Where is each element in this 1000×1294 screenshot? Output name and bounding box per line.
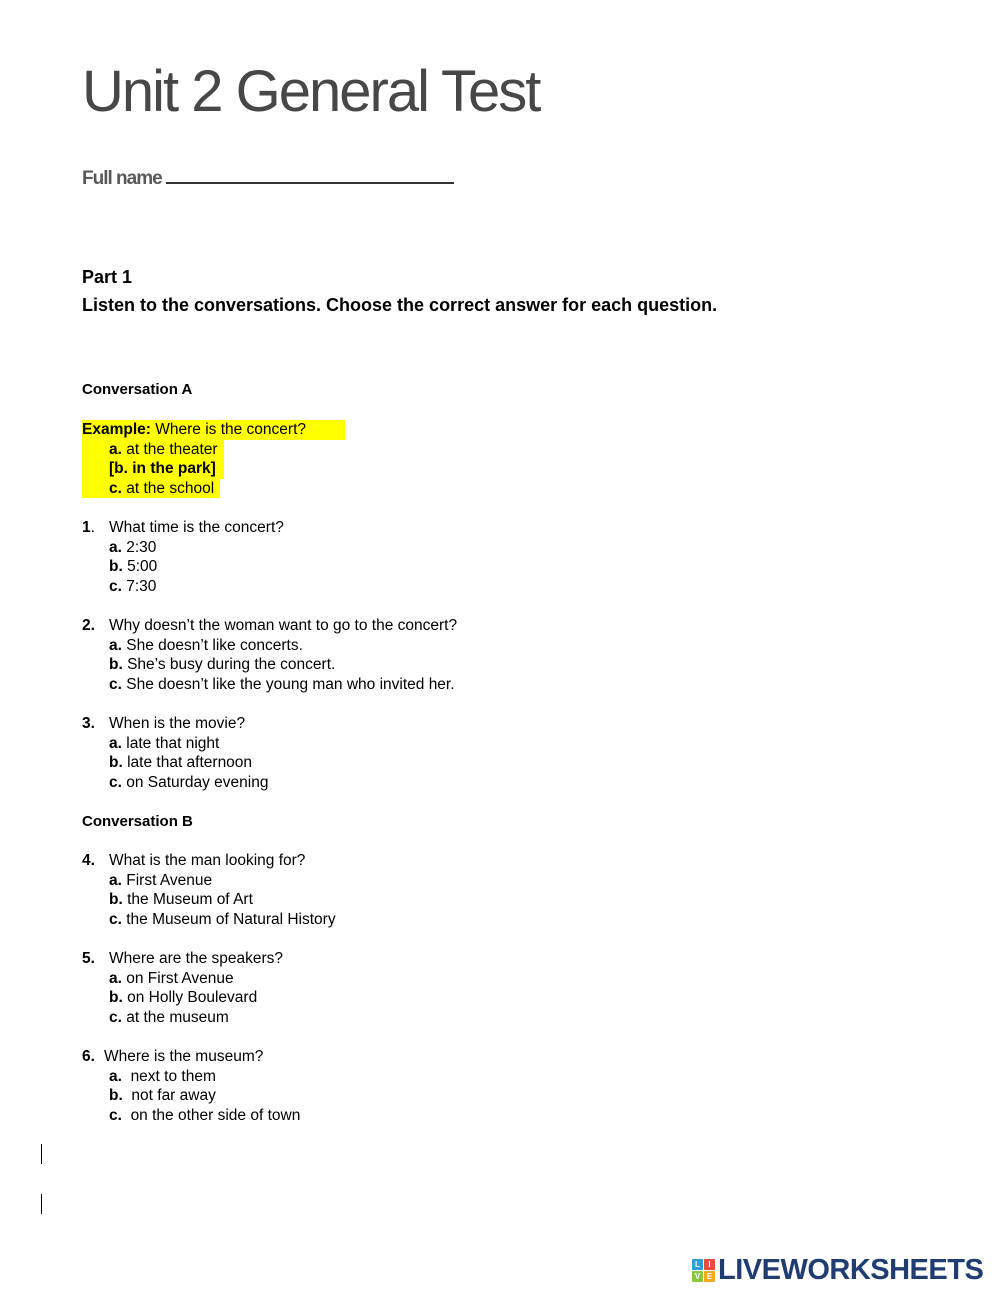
liveworksheets-logo-icon: L I V E: [692, 1259, 715, 1282]
question-1: [82, 518, 284, 596]
option-b[interactable]: b. not far away: [109, 1087, 216, 1105]
option-c[interactable]: c. on Saturday evening: [109, 773, 269, 791]
part-title: Part 1: [82, 267, 133, 287]
example-question-line: [82, 420, 345, 440]
option-c[interactable]: c. the Museum of Natural History: [109, 910, 336, 928]
option-a[interactable]: a. next to them: [109, 1067, 216, 1085]
example-option-c: c. at the school: [82, 479, 220, 499]
question-text: Why doesn’t the woman want to go to the concert?: [109, 617, 458, 634]
question-number: 3.: [82, 715, 95, 732]
liveworksheets-logo: [692, 1253, 983, 1287]
option-a[interactable]: a. First Avenue: [109, 871, 213, 889]
option-b[interactable]: b. She’s busy during the concert.: [109, 656, 336, 674]
question-6: [82, 1047, 300, 1125]
option-a[interactable]: a. on First Avenue: [109, 969, 234, 987]
full-name-blank[interactable]: [166, 168, 454, 184]
question-2: [82, 616, 457, 694]
full-name-label: Full name: [82, 168, 162, 189]
option-a[interactable]: a. late that night: [109, 734, 220, 752]
question-number: 6.: [82, 1048, 95, 1065]
option-c[interactable]: c. at the museum: [109, 1008, 229, 1026]
text-cursor-mark: [41, 1194, 42, 1214]
option-b[interactable]: b. late that afternoon: [109, 754, 253, 772]
question-5: [82, 949, 283, 1027]
question-number: 1.: [82, 519, 95, 536]
example-prefix: Example:: [82, 421, 151, 438]
question-text: What time is the concert?: [109, 519, 284, 536]
example-option-a: a. at the theater: [82, 440, 224, 460]
part-instructions: Listen to the conversations. Choose the correct answer for each question.: [82, 295, 718, 315]
example-question: [82, 420, 345, 498]
option-a[interactable]: a. She doesn’t like concerts.: [109, 636, 303, 654]
option-b[interactable]: b. on Holly Boulevard: [109, 989, 258, 1007]
example-question-text: Where is the concert?: [155, 421, 306, 438]
question-number: 5.: [82, 950, 95, 967]
text-cursor-mark: [41, 1144, 42, 1164]
question-text: Where is the museum?: [104, 1048, 264, 1065]
option-b[interactable]: b. the Museum of Art: [109, 891, 253, 909]
example-option-b-answer: [b. in the park]: [82, 459, 224, 479]
full-name-field[interactable]: [82, 168, 454, 190]
option-c[interactable]: c. 7:30: [109, 577, 157, 595]
question-text: When is the movie?: [109, 715, 246, 732]
option-c[interactable]: c. She doesn’t like the young man who invited her.: [109, 675, 455, 693]
conversation-b-label: Conversation B: [82, 813, 193, 830]
question-text: What is the man looking for?: [109, 852, 306, 869]
page-title: Unit 2 General Test: [82, 59, 540, 124]
option-a[interactable]: a. 2:30: [109, 538, 157, 556]
question-3: [82, 714, 268, 792]
question-number: 2.: [82, 617, 95, 634]
question-4: [82, 851, 336, 929]
liveworksheets-logo-text: LIVEWORKSHEETS: [718, 1253, 984, 1286]
option-b[interactable]: b. 5:00: [109, 558, 158, 576]
option-c[interactable]: c. on the other side of town: [109, 1106, 301, 1124]
conversation-a-label: Conversation A: [82, 381, 193, 398]
question-number: 4.: [82, 852, 95, 869]
question-text: Where are the speakers?: [109, 950, 284, 967]
